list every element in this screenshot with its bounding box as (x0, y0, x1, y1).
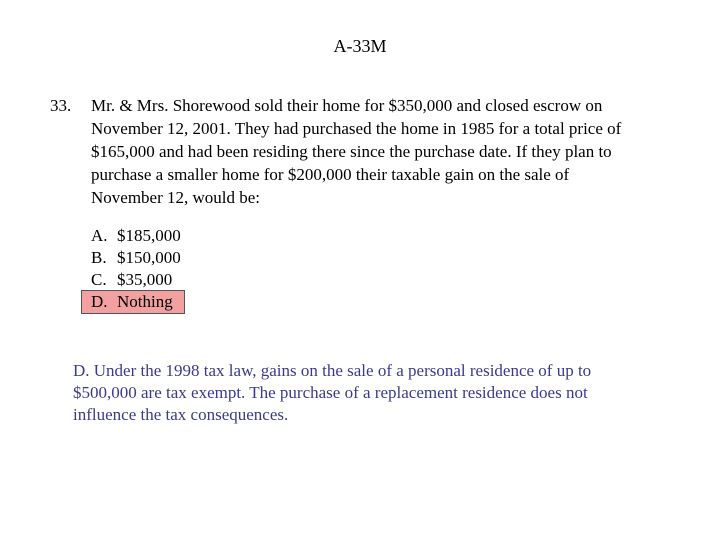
choice-text: $150,000 (117, 248, 181, 267)
choice-b[interactable] (82, 247, 184, 269)
question-line: Mr. & Mrs. Shorewood sold their home for $350,000 and closed escrow on (91, 96, 603, 115)
question-line: $165,000 and had been residing there since the purchase date. If they plan to (91, 142, 612, 161)
question-line: purchase a smaller home for $200,000 their taxable gain on the sale of (91, 165, 570, 184)
choice-letter: B. (91, 248, 107, 267)
choice-d-correct-highlight[interactable] (82, 291, 184, 313)
choice-letter: D. (91, 292, 108, 311)
explanation-line: $500,000 are tax exempt. The purchase of a replacement residence does not (73, 383, 588, 402)
question-text (91, 94, 670, 209)
choice-text: $185,000 (117, 226, 181, 245)
explanation-line: influence the tax consequences. (73, 405, 289, 424)
question-block (50, 94, 670, 209)
question-line: November 12, 2001. They had purchased the home in 1985 for a total price of (91, 119, 622, 138)
choice-letter: A. (91, 226, 108, 245)
choice-c[interactable] (82, 269, 184, 291)
choice-text: $35,000 (117, 270, 173, 289)
question-number: 33. (50, 96, 72, 115)
explanation-line: D. Under the 1998 tax law, gains on the sale of a personal residence of up to (73, 361, 592, 380)
slide-title: A-33M (333, 36, 387, 56)
choice-text: Nothing (117, 292, 173, 311)
answer-explanation (73, 360, 673, 426)
answer-choices (82, 225, 184, 313)
question-line: November 12, would be: (91, 188, 261, 207)
choice-a[interactable] (82, 225, 184, 247)
choice-letter: C. (91, 270, 107, 289)
